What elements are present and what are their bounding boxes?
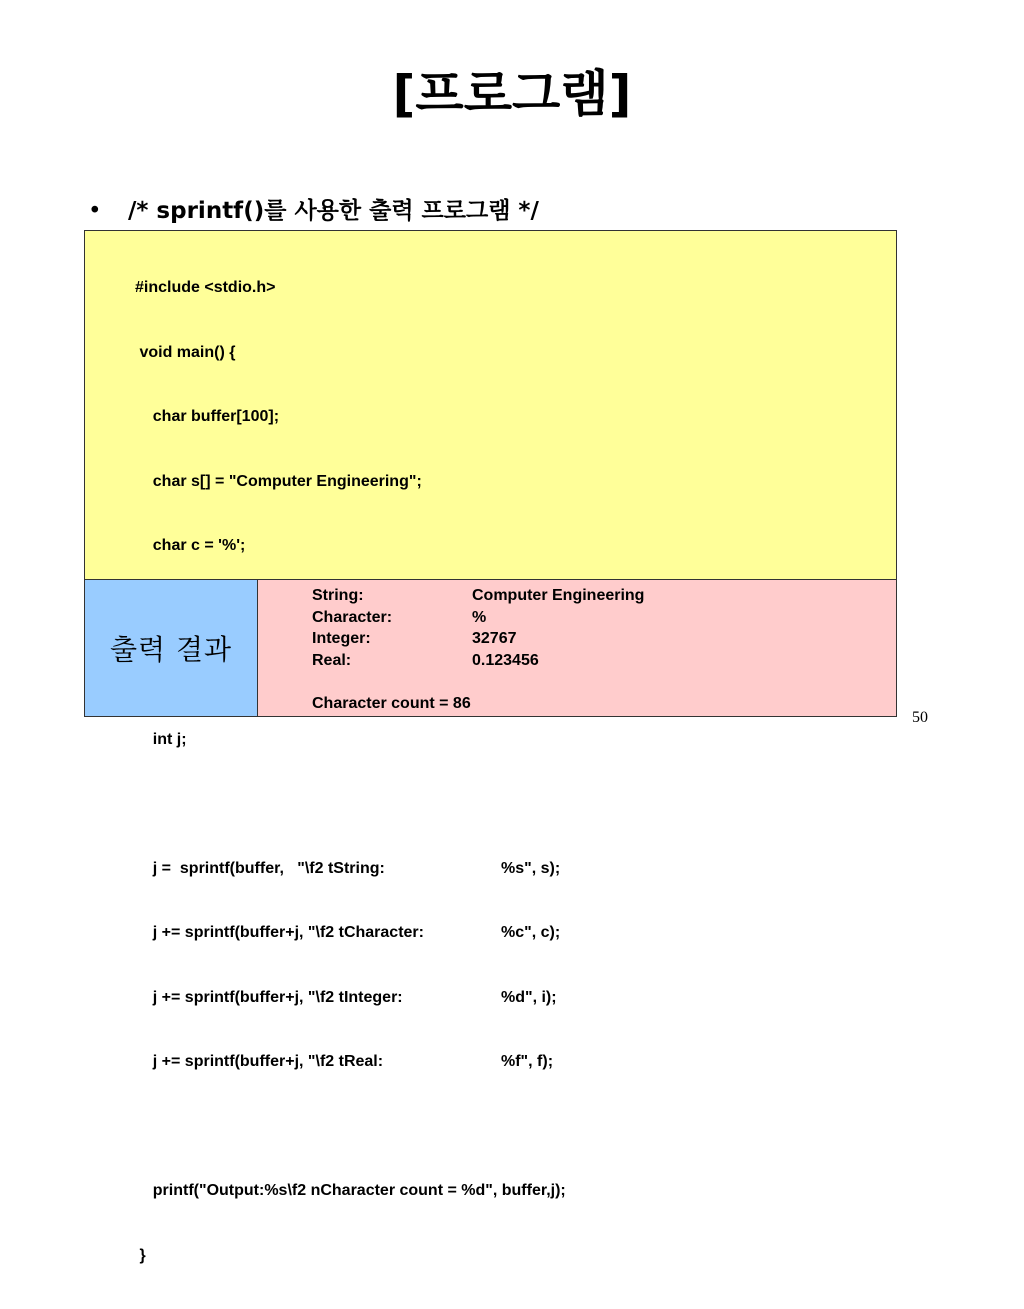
code-line: } [135,1246,146,1264]
output-value: Computer Engineering [472,587,645,604]
output-line [312,628,644,650]
code-line-part: %d", i); [501,988,557,1006]
code-line-part: j += sprintf(buffer+j, "\f2 tReal: [135,1053,384,1070]
code-line: int j; [135,730,187,748]
code-listing [135,234,566,1309]
page-number: 50 [912,709,928,726]
code-line [135,987,566,1009]
bullet-item [88,196,539,226]
code-line: char c = '%'; [135,537,246,554]
output-count-line: Character count = 86 [312,694,471,712]
result-box [257,579,897,717]
output-value: % [472,608,487,626]
result-label-box [84,579,258,717]
output-line [312,585,644,607]
output-key: String: [312,587,364,604]
output-value: 32767 [472,630,517,647]
code-line [135,1051,566,1073]
code-line-part: %c", c); [501,924,561,941]
code-line: char buffer[100]; [135,408,280,425]
output-line [312,650,644,672]
code-line: #include <stdio.h> [135,279,276,296]
code-line: printf("Output:%s\f2 nCharacter count = %d", buffer,j); [135,1182,566,1199]
bullet-text: /* sprintf()를 사용한 출력 프로그램 */ [128,198,539,224]
code-line [135,1116,566,1138]
code-line [135,793,566,815]
code-line: char s[] = "Computer Engineering"; [135,472,422,490]
output-line-blank [312,671,644,693]
code-line: void main() { [135,343,236,361]
bullet-icon: • [88,198,102,224]
result-label: 출력 결과 [109,633,233,666]
output-key: Integer: [312,630,371,647]
code-line [135,858,566,880]
code-line-part: j = sprintf(buffer, "\f2 tString: [135,859,385,877]
output-value: 0.123456 [472,651,539,669]
code-line-part: j += sprintf(buffer+j, "\f2 tInteger: [135,988,403,1006]
output-key: Character: [312,608,393,626]
code-line [135,922,566,944]
output-key: Real: [312,651,352,669]
slide-title: [프로그램] [392,65,632,123]
code-line-part: j += sprintf(buffer+j, "\f2 tCharacter: [135,924,424,941]
code-line-part: %s", s); [501,859,561,877]
output-listing [312,585,644,714]
output-line [312,607,644,629]
code-line-part: %f", f); [501,1053,554,1070]
